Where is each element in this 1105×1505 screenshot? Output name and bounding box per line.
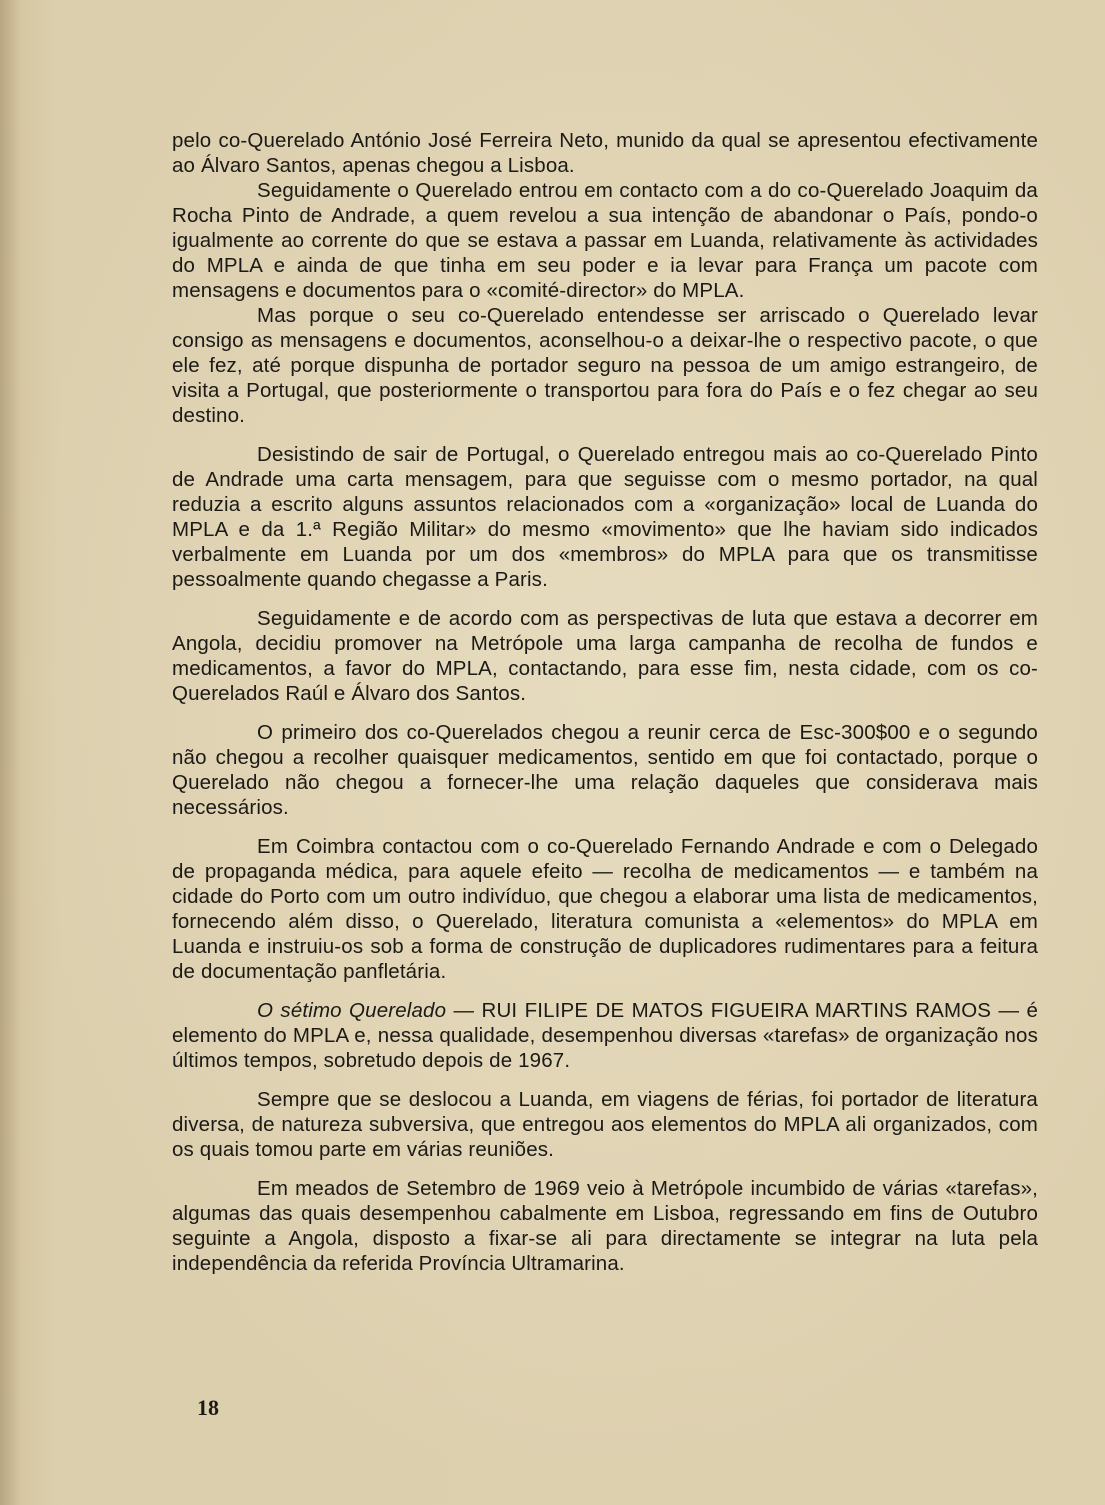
paragraph-3: Mas porque o seu co-Querelado entendesse ser arriscado o Querelado levar consigo as mensagens e documentos, aconselhou-o a deixar-lhe o respectivo pacote, o que ele fez, até porque dispunha de portador seguro na pessoa de um amigo estrangeiro, de visita a Portugal, que posteriormente o transportou para fora do País e o fez chegar ao seu destino. bbox=[172, 304, 1038, 427]
page-binding-shadow bbox=[0, 0, 22, 1505]
page-number: 18 bbox=[197, 1395, 219, 1420]
paragraph-9: Sempre que se deslocou a Luanda, em viagens de férias, foi portador de literatura diversa, de natureza subversiva, que entregou aos elementos do MPLA ali organizados, com os quais tomou parte em várias reuniões. bbox=[172, 1088, 1038, 1161]
paragraph-8-lead: O sétimo Querelado bbox=[257, 999, 447, 1022]
paragraph-5: Seguidamente e de acordo com as perspectivas de luta que estava a decorrer em Angola, decidiu promover na Metrópole uma larga campanha de recolha de fundos e medicamentos, a favor do MPLA, contactando, para esse fim, nesta cidade, com os co-Querelados Raúl e Álvaro dos Santos. bbox=[172, 607, 1038, 705]
paragraph-4: Desistindo de sair de Portugal, o Querelado entregou mais ao co-Querelado Pinto de Andrade uma carta mensagem, para que seguisse com o mesmo portador, na qual reduzia a escrito alguns assuntos relacionados com a «organização» local de Luanda do MPLA e da 1.ª Região Militar» do mesmo «movimento» que lhe haviam sido indicados verbalmente em Luanda por um dos «membros» do MPLA para que os transmitisse pessoalmente quando chegasse a Paris. bbox=[172, 443, 1038, 591]
paragraph-8-text: — RUI FILIPE DE MATOS FIGUEIRA MARTINS RAMOS — é elemento do MPLA e, nessa qualidade, desempenhou diversas «tarefas» de organização nos últimos tempos, sobretudo depois de 1967. bbox=[172, 999, 1039, 1072]
paragraph-1: pelo co-Querelado António José Ferreira Neto, munido da qual se apresentou efectivamente ao Álvaro Santos, apenas chegou a Lisboa. bbox=[172, 129, 1038, 177]
paragraph-7: Em Coimbra contactou com o co-Querelado Fernando Andrade e com o Delegado de propaganda médica, para aquele efeito — recolha de medicamentos — e também na cidade do Porto com um outro indivíduo, que chegou a elaborar uma lista de medicamentos, fornecendo além disso, o Querelado, literatura comunista a «elementos» do MPLA em Luanda e instruiu-os sob a forma de construção de duplicadores rudimentares para a feitura de documentação panfletária. bbox=[172, 835, 1038, 983]
paragraph-10: Em meados de Setembro de 1969 veio à Metrópole incumbido de várias «tarefas», algumas das quais desempenhou cabalmente em Lisboa, regressando em fins de Outubro seguinte a Angola, disposto a fixar-se ali para directamente se integrar na luta pela independência da referida Província Ultramarina. bbox=[172, 1177, 1038, 1275]
paragraph-6: O primeiro dos co-Querelados chegou a reunir cerca de Esc-300$00 e o segundo não chegou a recolher quaisquer medicamentos, sentido em que foi contactado, porque o Querelado não chegou a fornecer-lhe uma relação daqueles que considerava mais necessários. bbox=[172, 721, 1038, 819]
paragraph-8 bbox=[172, 998, 1038, 1073]
paragraph-2: Seguidamente o Querelado entrou em contacto com a do co-Querelado Joaquim da Rocha Pinto de Andrade, a quem revelou a sua intenção de abandonar o País, pondo-o igualmente ao corrente do que se estava a passar em Luanda, relativamente às actividades do MPLA e ainda de que tinha em seu poder e ia levar para França um pacote com mensagens e documentos para o «comité-director» do MPLA. bbox=[172, 179, 1038, 302]
body-text bbox=[172, 128, 1038, 1276]
